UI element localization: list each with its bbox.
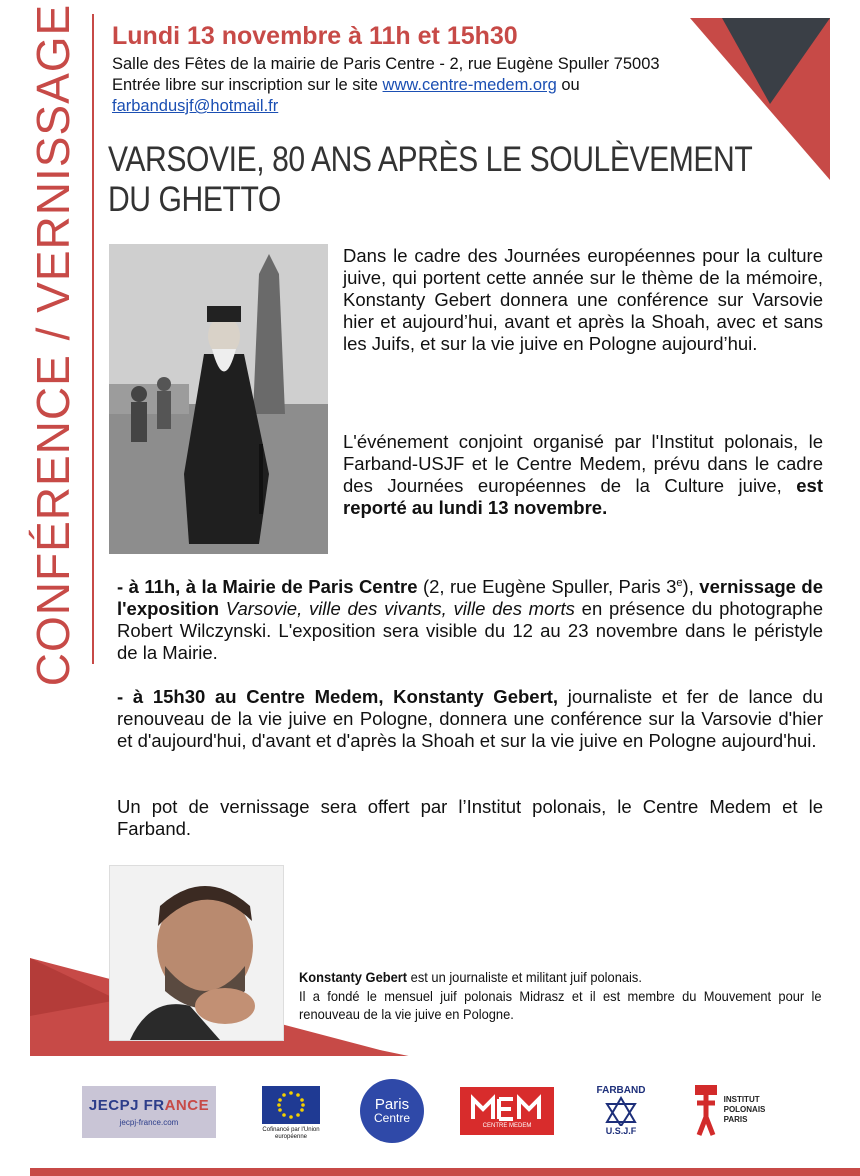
jecpj-logo-text-a: JECPJ FR — [88, 1097, 165, 1114]
institut-polonais-logo — [688, 1080, 768, 1140]
medem-logo — [460, 1087, 554, 1135]
email-link[interactable]: farbandusjf@hotmail.fr — [112, 97, 279, 115]
institut-line-2: POLONAIS — [723, 1105, 766, 1114]
section-11h-address-end: ), — [682, 576, 694, 598]
eu-caption: Cofinancé par l'Union européenne — [262, 1126, 320, 1140]
vertical-label-text: CONFÉRENCE / VERNISSAGE — [27, 3, 79, 687]
intro-paragraph-1: Dans le cadre des Journées européennes pour la culture juive, qui portent cette année sur le thème de la mémoire, Konstanty Gebert donnera une conférence sur Varsovie hier et aujourd’hui, avant et après la Shoah, avec et sans les Juifs, et sur la vie juive en Pologne aujourd’hui. — [343, 245, 823, 354]
farband-logo — [586, 1075, 656, 1145]
event-info — [112, 54, 732, 117]
title-line-1: VARSOVIE, 80 ANS APRÈS LE SOULÈVEMENT — [108, 140, 753, 179]
paris-centre-text-a: Paris — [374, 1096, 410, 1113]
bio-line-1: est un journaliste et militant juif polonais. — [410, 969, 642, 985]
section-11h-rest: en présence du photographe Robert Wilczynski. L'exposition sera visible du 12 au 23 novembre dans le péristyle de la Mairie. — [117, 598, 824, 664]
postponement-notice: est reporté au lundi 13 novembre. — [343, 475, 823, 518]
medem-mark-icon — [467, 1093, 547, 1123]
section-15h30-heading: - à 15h30 au Centre Medem, Konstanty Gebert, — [117, 686, 559, 707]
section-11h — [117, 572, 823, 664]
speaker-bio — [299, 968, 822, 1024]
portrait-photo — [109, 865, 284, 1041]
or-text: ou — [561, 76, 580, 94]
institut-line-3: PARIS — [723, 1115, 748, 1124]
vernissage-label: vernissage de l'exposition — [117, 576, 823, 620]
exhibition-title: Varsovie, ville des vivants, ville des morts — [225, 598, 575, 620]
jecpj-logo — [82, 1086, 216, 1138]
portrait-art — [110, 866, 283, 1040]
star-of-david-icon — [604, 1096, 638, 1126]
medem-caption: CENTRE MEDEM — [482, 1123, 532, 1129]
intro-paragraph-2 — [343, 431, 823, 519]
event-date: Lundi 13 novembre à 11h et 15h30 — [112, 22, 518, 50]
vertical-divider — [92, 14, 94, 664]
section-15h30-rest: journaliste et fer de lance du renouveau de la vie juive en Pologne, donnera une conférence sur la Varsovie d'hier et d'aujourd'hui, d'avant et d'après la Shoah et sur la vie juive en Pologne aujourd'hui. — [117, 686, 823, 751]
eu-logo — [258, 1083, 324, 1143]
jecpj-url: jecpj-france.com — [119, 1118, 179, 1127]
bio-name: Konstanty Gebert — [299, 969, 408, 985]
title-line-2: DU GHETTO — [108, 180, 281, 219]
historical-photo — [109, 244, 328, 554]
eu-flag-icon — [262, 1086, 320, 1124]
historical-photo-art — [109, 244, 328, 554]
institut-line-1: INSTITUT — [723, 1095, 760, 1104]
closing-paragraph: Un pot de vernissage sera offert par l’Institut polonais, le Centre Medem et le Farband. — [117, 796, 823, 839]
jecpj-logo-text-b: ANCE — [164, 1097, 210, 1114]
vertical-label — [18, 3, 88, 687]
paris-centre-logo — [360, 1079, 424, 1143]
section-11h-sup: e — [676, 577, 683, 589]
institut-figure-icon — [691, 1083, 721, 1137]
intro-paragraph-2-text: L'événement conjoint organisé par l'Institut polonais, le Farband-USJF et le Centre Medem, prévu dans le cadre des Journées européennes de la Culture juive, — [343, 431, 823, 496]
page-title — [108, 140, 753, 220]
website-link[interactable]: www.centre-medem.org — [382, 76, 557, 94]
farband-bottom-text: U.S.J.F — [605, 1125, 637, 1136]
section-15h30 — [117, 686, 823, 752]
farband-top-text: FARBAND — [596, 1084, 646, 1096]
section-11h-heading: - à 11h, à la Mairie de Paris Centre — [117, 576, 418, 598]
bio-line-2: Il a fondé le mensuel juif polonais Midrasz et il est membre du Mouvement pour le renouveau de la vie juive en Pologne. — [299, 987, 822, 1022]
section-11h-address: (2, rue Eugène Spuller, Paris 3 — [422, 576, 677, 598]
venue: Salle des Fêtes de la mairie de Paris Centre - 2, rue Eugène Spuller 75003 — [112, 55, 660, 73]
registration-prefix: Entrée libre sur inscription sur le site — [112, 76, 378, 94]
registration — [112, 75, 732, 96]
paris-centre-text-b: Centre — [373, 1111, 411, 1125]
